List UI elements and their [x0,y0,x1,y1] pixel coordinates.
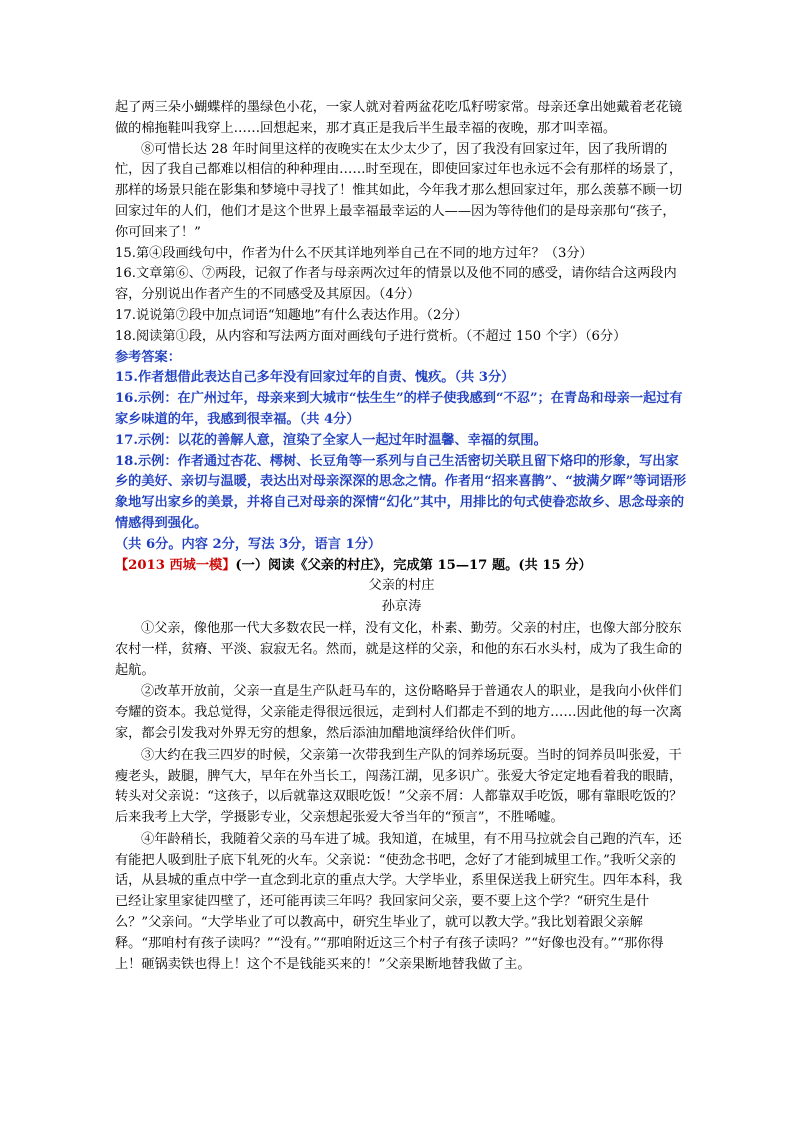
question-17: 17.说说第⑦段中加点词语“知趣地”有什么表达作用。（2分） [115,307,468,323]
article-paragraph: ①父亲，像他那一代大多数农民一样，没有文化，朴素、勤劳。父亲的村庄，也像大部分胶东农村一样，贫瘠、平淡、寂寂无名。然而，就是这样的父亲，和他的东石水头村，成为了我生命的起航。 [115,620,683,678]
answer-18: 18.示例：作者通过杏花、樗树、长豆角等一系列与自己生活密切关联且留下烙印的形象，写出家乡的美好、亲切与温暖，表达出对母亲深深的思念之情。作者用“招来喜鹊”、“披满夕晖”等词语形象地写出家乡的美景，并将自己对母亲的深情“幻化”其中，用排比的句式使眷恋故乡、思念母亲的情感得到强化。 [115,453,687,531]
answer-17: 17.示例：以花的善解人意，渲染了全家人一起过年时温馨、幸福的氛围。 [115,432,547,448]
article-paragraph: ②改革开放前，父亲一直是生产队赶马车的，这份略略异于普通农人的职业，是我向小伙伴们夸耀的资本。我总觉得，父亲能走得很远很远，走到村人们都走不到的地方……因此他的每一次离家，都会引发我对外界无穷的想象，然后添油加醋地演绎给伙伴们听。 [115,684,683,741]
document-page [115,98,688,975]
source-tag: 【2013 西城一模】 [115,557,236,573]
question-15: 15.第④段画线句中，作者为什么不厌其详地列举自己在不同的地方过年？（3分） [115,245,593,261]
section-instruction: (一）阅读《父亲的村庄》，完成第 15—17 题。(共 15 分） [235,557,592,573]
question-16: 16.文章第⑥、⑦两段，记叙了作者与母亲两次过年的情景以及他不同的感受，请你结合这两段内容，分别说出作者产生的不同感受及其原因。（4分） [115,266,677,303]
article-paragraph: ③大约在我三四岁的时候，父亲第一次带我到生产队的饲养场玩耍。当时的饲养员叫张爱，干瘦老头，跛腿，脾气大，早年在外当长工，闯荡江湖，见多识广。张爱大爷定定地看着我的眼睛，转头对父亲说：“这孩子，以后就靠这双眼吃饭！”父亲不屑：人都靠双手吃饭，哪有靠眼吃饭的？后来我考上大学，学摄影专业，父亲想起张爱大爷当年的“预言”，不胜唏嘘。 [115,747,683,826]
continuation-paragraph: ⑧可惜长达 28 年时间里这样的夜晚实在太少太少了，因了我没有回家过年，因了我所谓的忙，因了我自己都难以相信的种种理由……时至现在，即使回家过年也永远不会有那样的场景了，那样的场景只能在影集和梦境中寻找了！惟其如此，今年我才那么想回家过年，那么羡慕不顾一切回家过年的人们，他们才是这个世界上最幸福最幸运的人——因为等待他们的是母亲那句“孩子，你可回来了！” [115,141,683,240]
continuation-paragraph: 起了两三朵小蝴蝶样的墨绿色小花，一家人就对着两盆花吃瓜籽唠家常。母亲还拿出她戴着老花镜做的棉拖鞋叫我穿上……回想起来，那才真正是我后半生最幸福的夜晚，那才叫幸福。 [115,100,683,136]
article-paragraph: ④年龄稍长，我随着父亲的马车进了城。我知道，在城里，有不用马拉就会自己跑的汽车，还有能把人吸到肚子底下轧死的火车。父亲说：“使劲念书吧，念好了才能到城里工作。”我听父亲的话，从县城的重点中学一直念到北京的重点大学。大学毕业，系里保送我上研究生。四年本科，我已经让家里家徒四壁了，还可能再读三年吗？我回家问父亲，要不要上这个学？“研究生是什么？”父亲问。“大学毕业了可以教高中，研究生毕业了，就可以教大学。”我比划着跟父亲解释。“那咱村有孩子读吗？”“没有。”“那咱附近这三个村子有孩子读吗？”“好像也没有。”“那你得上！砸锅卖铁也得上！这个不是钱能买来的！”父亲果断地替我做了主。 [115,831,683,972]
section-heading [115,556,688,577]
question-18: 18.阅读第①段，从内容和写法两方面对画线句子进行赏析。（不超过 150 个字）（6分） [115,328,627,344]
answer-18-score: （共 6分。内容 2分，写法 3分，语言 1分） [115,536,382,552]
answer-15: 15.作者想借此表达自己多年没有回家过年的自责、愧疚。（共 3分） [115,370,515,386]
answer-label: 参考答案： [115,349,181,365]
answer-16: 16.示例：在广州过年，母亲来到大城市“怯生生”的样子使我感到“不忍”；在青岛和母亲一起过有家乡味道的年，我感到很幸福。（共 4分） [115,391,683,427]
article-title: 父亲的村庄 [368,578,435,594]
article-author: 孙京涛 [381,599,422,615]
